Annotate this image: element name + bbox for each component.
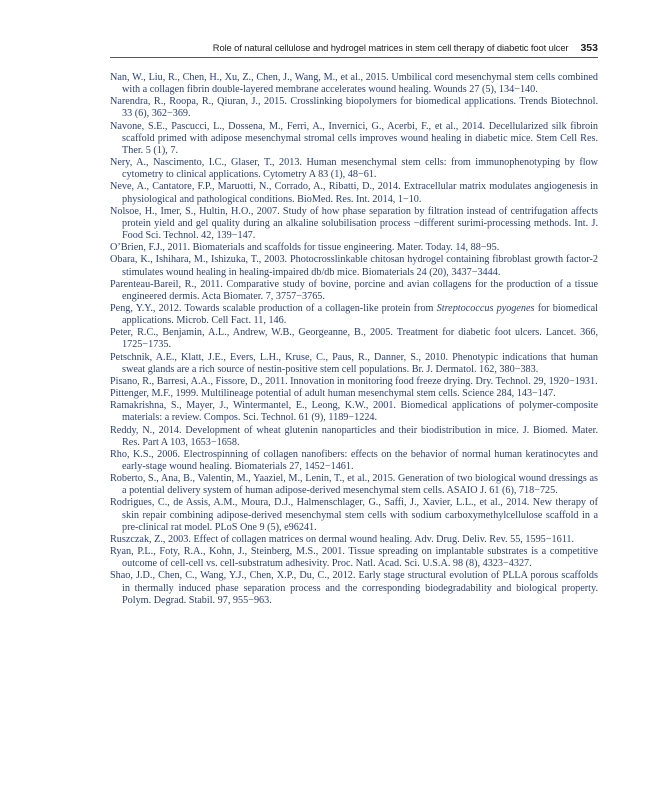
reference-text: Parenteau-Bareil, R., 2011. Comparative study of bovine, porcine and avian collagens for the production of a tissue engineered dermis. Acta Biomater. 7, 3757−3765. xyxy=(110,278,598,302)
reference-text-continued: for biomedical applications. Microb. Cell Fact. 11, 146. xyxy=(122,302,599,327)
reference-text: Nolsoe, H., Imer, S., Hultin, H.O., 2007. Study of how phase separation by filtration instead of centrifugation affects protein yield and gel quality during an alkaline solubilisation process −different surimi-processing methods. Int. J. Food Sci. Technol. 42, 139−147. xyxy=(110,205,598,242)
reference-entry xyxy=(110,534,598,546)
reference-text: Nan, W., Liu, R., Chen, H., Xu, Z., Chen, J., Wang, M., et al., 2015. Umbilical cord mesenchymal stem cells combined with a collagen fibrin double-layered membrane accelerates wound healing. Wounds 27 (5), 134−140. xyxy=(110,72,598,96)
reference-entry xyxy=(110,570,598,606)
reference-entry xyxy=(110,254,598,278)
reference-text: Peng, Y.Y., 2012. Towards scalable production of a collagen-like protein from xyxy=(110,302,437,314)
reference-entry xyxy=(110,303,598,327)
reference-text: Nery, A., Nascimento, I.C., Glaser, T., 2013. Human mesenchymal stem cells: from immunophenotyping by flow cytometry to clinical applications. Cytometry A 83 (1), 48−61. xyxy=(110,157,598,181)
running-head xyxy=(110,42,598,54)
header-rule xyxy=(110,57,598,58)
reference-entry xyxy=(110,400,598,424)
reference-text: Peter, R.C., Benjamin, A.L., Andrew, W.B., Georgeanne, B., 2005. Treatment for diabetic foot ulcers. Lancet. 366, 1725−1735. xyxy=(110,327,598,351)
running-title: Role of natural cellulose and hydrogel matrices in stem cell therapy of diabetic foot ulcer xyxy=(212,42,569,53)
reference-entry xyxy=(110,242,598,254)
reference-entry xyxy=(110,425,598,449)
reference-entry xyxy=(110,497,598,533)
reference-text: Shao, J.D., Chen, C., Wang, Y.J., Chen, X.P., Du, C., 2012. Early stage structural evolution of PLLA porous scaffolds in thermally induced phase separation process and the corresponding biodegradability and biological property. Polym. Degrad. Stabil. 97, 955−963. xyxy=(110,570,598,606)
reference-text: Narendra, R., Roopa, R., Qiuran, J., 2015. Crosslinking biopolymers for biomedical applications. Trends Biotechnol. 33 (6), 362−369. xyxy=(110,96,598,120)
reference-text: Rodrigues, C., de Assis, A.M., Moura, D.J., Halmenschlager, G., Saffi, J., Xavier, L.L., et al., 2014. New therapy of skin repair combining adipose-derived mesenchymal stem cells with sodium carboxymethylcellulose scaffold in a pre-clinical rat model. PLoS One 9 (5), e96241. xyxy=(110,497,598,533)
reference-entry xyxy=(110,206,598,242)
reference-text: Ruszczak, Z., 2003. Effect of collagen matrices on dermal wound healing. Adv. Drug. Deliv. Rev. 55, 1595−1611. xyxy=(110,533,575,545)
reference-entry xyxy=(110,157,598,181)
reference-entry xyxy=(110,546,598,570)
reference-text: Obara, K., Ishihara, M., Ishizuka, T., 2003. Photocrosslinkable chitosan hydrogel containing fibroblast growth factor-2 stimulates wound healing in healing-impaired db/db mice. Biomaterials 24 (20), 3437−3444. xyxy=(110,254,598,278)
reference-entry xyxy=(110,388,598,400)
species-name: Streptococcus pyogenes xyxy=(436,302,535,314)
reference-entry xyxy=(110,181,598,205)
reference-text: Rho, K.S., 2006. Electrospinning of collagen nanofibers: effects on the behavior of normal human keratinocytes and early-stage wound healing. Biomaterials 27, 1452−1461. xyxy=(110,448,598,472)
page-number: 353 xyxy=(580,42,598,54)
reference-text: Pittenger, M.F., 1999. Multilineage potential of adult human mesenchymal stem cells. Science 284, 143−147. xyxy=(110,388,556,400)
reference-text: Roberto, S., Ana, B., Valentin, M., Yaaziel, M., Lenin, T., et al., 2015. Generation of two biological wound dressings as a potential delivery system of human adipose-derived mesenchymal stem cells. ASAIO J. 61 (6), 718−725. xyxy=(110,473,598,497)
reference-entry xyxy=(110,96,598,120)
reference-entry xyxy=(110,376,598,388)
reference-entry xyxy=(110,449,598,473)
reference-list xyxy=(110,72,598,607)
reference-text: Navone, S.E., Pascucci, L., Dossena, M., Ferri, A., Invernici, G., Acerbi, F., et al., 2014. Decellularized silk fibroin scaffold primed with adipose mesenchymal stromal cells improves wound healing in diabetic mice. Stem Cell Res. Ther. 5 (1), 7. xyxy=(110,120,598,156)
reference-text: Ryan, P.L., Foty, R.A., Kohn, J., Steinberg, M.S., 2001. Tissue spreading on implantable substrates is a competitive outcome of cell-cell vs. cell-substratum adhesivity. Proc. Natl. Acad. Sci. U.S.A. 98 (8), 4323−4327. xyxy=(110,546,598,570)
reference-entry xyxy=(110,327,598,351)
reference-entry xyxy=(110,121,598,157)
reference-entry xyxy=(110,279,598,303)
reference-entry xyxy=(110,72,598,96)
reference-entry xyxy=(110,352,598,376)
reference-text: Neve, A., Cantatore, F.P., Maruotti, N., Corrado, A., Ribatti, D., 2014. Extracellular matrix modulates angiogenesis in physiological and pathological conditions. BioMed. Res. Int. 2014, 1−10. xyxy=(110,181,598,205)
reference-text: Pisano, R., Barresi, A.A., Fissore, D., 2011. Innovation in monitoring food freeze drying. Dry. Technol. 29, 1920−1931. xyxy=(110,375,598,387)
reference-entry xyxy=(110,473,598,497)
reference-text: Ramakrishna, S., Mayer, J., Wintermantel, E., Leong, K.W., 2001. Biomedical applications of polymer-composite materials: a review. Compos. Sci. Technol. 61 (9), 1189−1224. xyxy=(110,400,598,424)
reference-text: Reddy, N., 2014. Development of wheat glutenin nanoparticles and their biodistribution in mice. J. Biomed. Mater. Res. Part A 103, 1653−1658. xyxy=(110,424,598,448)
reference-text: O’Brien, F.J., 2011. Biomaterials and scaffolds for tissue engineering. Mater. Today. 14, 88−95. xyxy=(110,242,500,254)
reference-text: Petschnik, A.E., Klatt, J.E., Evers, L.H., Kruse, C., Paus, R., Danner, S., 2010. Phenotypic indications that human sweat glands are a rich source of nestin-positive stem cell populations. Br. J. Dermatol. 162, 380−383. xyxy=(110,351,598,375)
